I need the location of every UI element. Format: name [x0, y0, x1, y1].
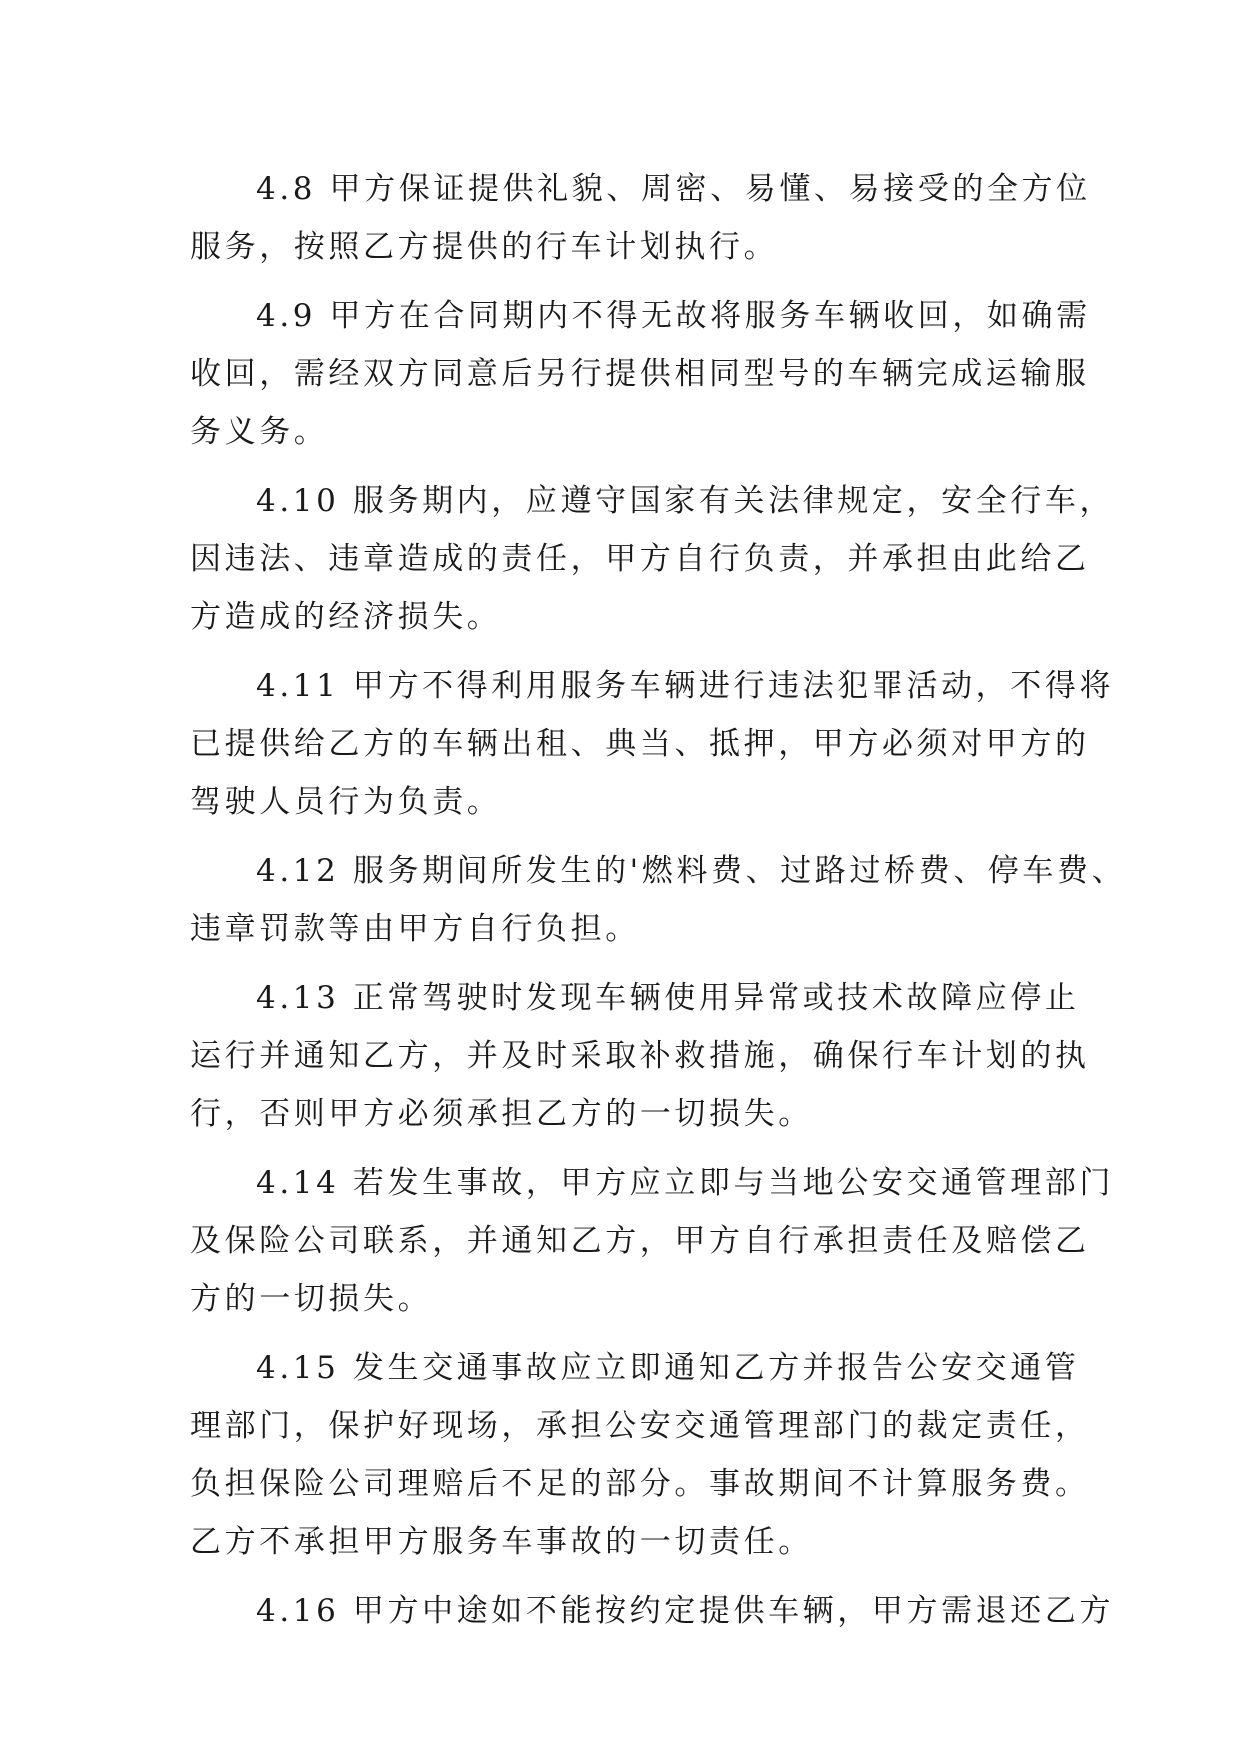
clause-4-13-line-3: 行，否则甲方必须承担乙方的一切损失。	[190, 1096, 813, 1132]
clause-4-9-line-1: 4.9 甲方在合同期内不得无故将服务车辆收回，如确需	[256, 298, 1091, 334]
clause-4-9	[190, 287, 1091, 461]
clause-4-15-line-3: 负担保险公司理赔后不足的部分。事故期间不计算服务费。	[190, 1466, 1090, 1502]
clause-4-12	[190, 842, 1127, 958]
clause-4-8	[190, 160, 1091, 276]
clause-4-9-line-3: 务义务。	[190, 414, 329, 450]
clause-4-14-line-2: 及保险公司联系，并通知乙方，甲方自行承担责任及赔偿乙	[190, 1223, 1090, 1259]
clause-4-8-line-2: 服务，按照乙方提供的行车计划执行。	[190, 229, 779, 265]
clause-4-14	[190, 1154, 1115, 1328]
clause-4-13	[190, 969, 1090, 1143]
clause-4-10-line-2: 因违法、违章造成的责任，甲方自行负责，并承担由此给乙	[190, 541, 1090, 577]
clause-4-15-line-2: 理部门，保护好现场，承担公安交通管理部门的裁定责任，	[190, 1408, 1090, 1444]
clause-4-10-line-3: 方造成的经济损失。	[190, 599, 502, 635]
clause-4-11	[190, 657, 1115, 831]
clause-4-13-line-1: 4.13 正常驾驶时发现车辆使用异常或技术故障应停止	[256, 980, 1080, 1016]
clause-4-10-line-1: 4.10 服务期内，应遵守国家有关法律规定，安全行车，	[256, 483, 1115, 519]
clause-4-12-line-1: 4.12 服务期间所发生的'燃料费、过路过桥费、停车费、	[256, 853, 1127, 889]
clause-4-15-line-1: 4.15 发生交通事故应立即通知乙方并报告公安交通管	[256, 1350, 1080, 1386]
clause-4-14-line-3: 方的一切损失。	[190, 1281, 433, 1317]
clause-4-12-line-2: 违章罚款等由甲方自行负担。	[190, 911, 640, 947]
clause-4-11-line-2: 已提供给乙方的车辆出租、典当、抵押，甲方必须对甲方的	[190, 726, 1090, 762]
clause-4-14-line-1: 4.14 若发生事故，甲方应立即与当地公安交通管理部门	[256, 1165, 1115, 1201]
document-body	[190, 160, 1127, 1640]
clause-4-11-line-1: 4.11 甲方不得利用服务车辆进行违法犯罪活动，不得将	[256, 668, 1115, 704]
clause-4-16-line-1: 4.16 甲方中途如不能按约定提供车辆，甲方需退还乙方	[256, 1593, 1115, 1629]
clause-4-15-line-4: 乙方不承担甲方服务车事故的一切责任。	[190, 1524, 813, 1560]
clause-4-15	[190, 1339, 1090, 1571]
clause-4-9-line-2: 收回，需经双方同意后另行提供相同型号的车辆完成运输服	[190, 356, 1090, 392]
clause-4-13-line-2: 运行并通知乙方，并及时采取补救措施，确保行车计划的执	[190, 1038, 1090, 1074]
clause-4-11-line-3: 驾驶人员行为负责。	[190, 784, 502, 820]
clause-4-10	[190, 472, 1115, 646]
clause-4-16	[190, 1582, 1115, 1640]
clause-4-8-line-1: 4.8 甲方保证提供礼貌、周密、易懂、易接受的全方位	[256, 171, 1091, 207]
